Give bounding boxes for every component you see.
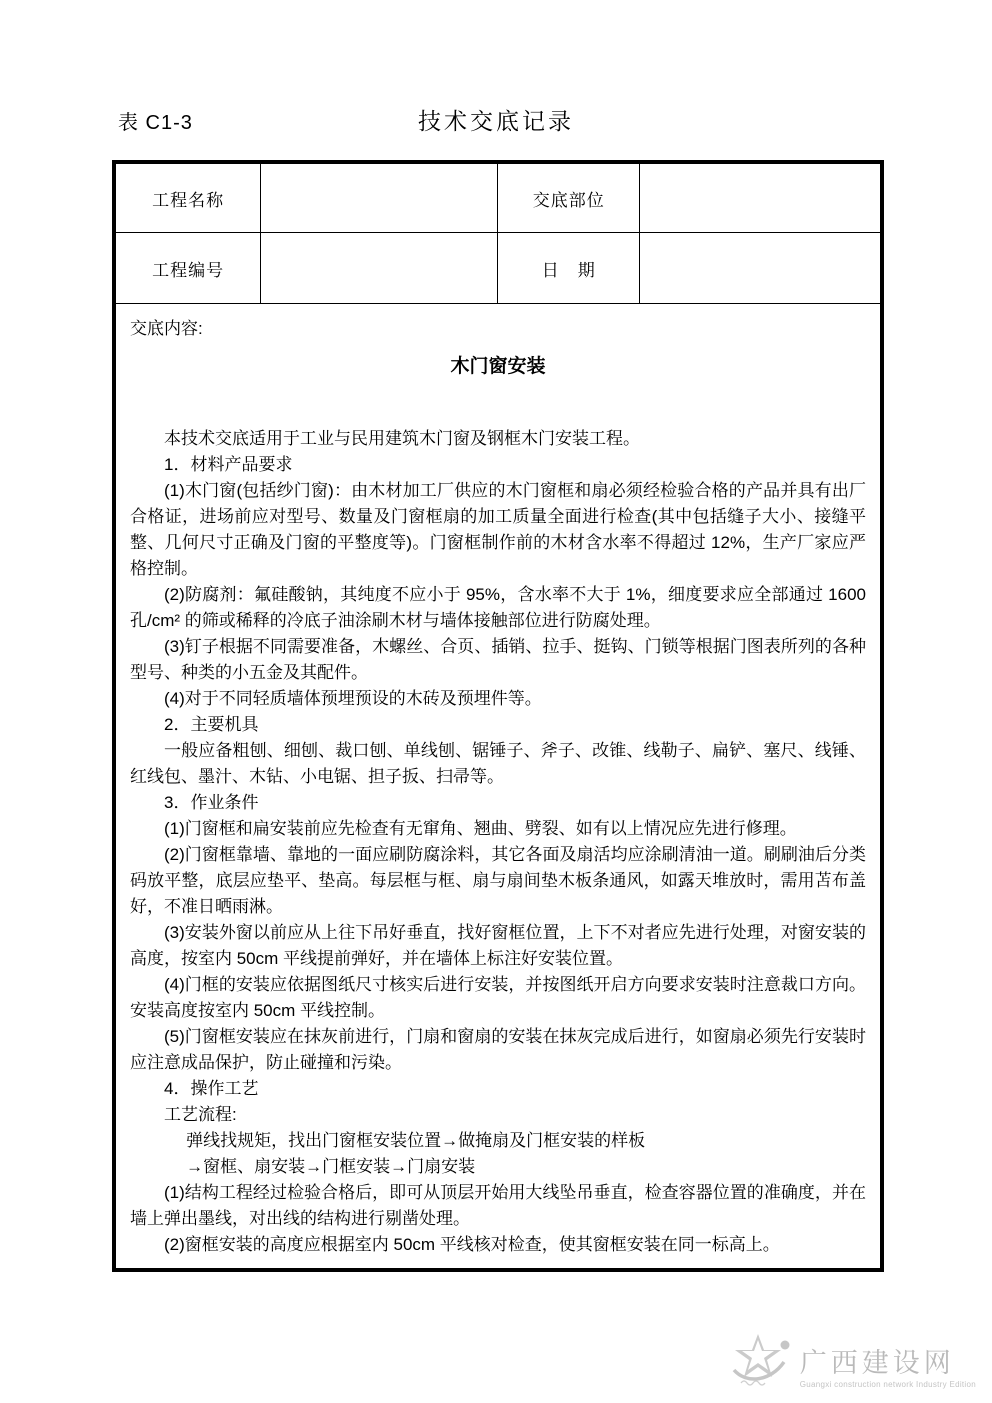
- content-paragraph: 3．作业条件: [164, 793, 259, 812]
- content-paragraph: (5)门窗框安装应在抹灰前进行，门扇和窗扇的安装在抹灰完成后进行，如窗扇必须先行安装时应注意成品保护，防止碰撞和污染。: [130, 1027, 866, 1072]
- content-paragraph: (3)钉子根据不同需要准备，木螺丝、合页、插销、拉手、挺钩、门锁等根据门图表所列的各种型号、种类的小五金及其配件。: [130, 637, 866, 682]
- content-paragraph: (1)结构工程经过检验合格后，即可从顶层开始用大线坠吊垂直，检查容器位置的准确度，并在墙上弹出墨线，对出线的结构进行剔凿处理。: [130, 1183, 866, 1228]
- watermark-caption: Guangxi construction network Industry Edition: [799, 1380, 976, 1389]
- project-name-label: 工程名称: [116, 164, 261, 233]
- site-watermark: [728, 1332, 976, 1395]
- content-paragraph: 一般应备粗刨、细刨、裁口刨、单线刨、锯锤子、斧子、改锥、线勒子、扁铲、塞尺、线锤、红线包、墨汁、木钻、小电锯、担子扳、扫帚等。: [130, 741, 866, 786]
- disclosure-part-label: 交底部位: [498, 164, 640, 233]
- content-paragraph: (4)门框的安装应依据图纸尺寸核实后进行安装，并按图纸开启方向要求安装时注意裁口方向。安装高度按室内 50cm 平线控制。: [130, 975, 866, 1020]
- date-value: [640, 233, 881, 304]
- content-paragraph: (2)窗框安装的高度应根据室内 50cm 平线核对检查，使其窗框安装在同一标高上。: [164, 1235, 780, 1254]
- table-row: [116, 164, 881, 233]
- content-paragraph: (1)门窗框和扁安装前应先检查有无窜角、翘曲、劈裂、如有以上情况应先进行修理。: [164, 819, 797, 838]
- project-number-value: [261, 233, 498, 304]
- content-paragraphs: [130, 426, 866, 1258]
- content-paragraph: (4)对于不同轻质墙体预埋预设的木砖及预埋件等。: [164, 689, 542, 708]
- content-paragraph: (3)安装外窗以前应从上往下吊好垂直，找好窗框位置，上下不对者应先进行处理，对窗安装的高度，按室内 50cm 平线提前弹好，并在墙体上标注好安装位置。: [130, 923, 866, 968]
- form-code: 表 C1-3: [118, 112, 193, 134]
- content-paragraph: (1)木门窗(包括纱门窗)：由木材加工厂供应的木门窗框和扇必须经检验合格的产品并具有出厂合格证，进场前应对型号、数量及门窗框扇的加工质量全面进行检查(其中包括缝子大小、接缝平整、几何尺寸正确及门窗的平整度等)。门窗框制作前的木材含水率不得超过 12%，生产厂家应严格控制。: [130, 481, 866, 578]
- content-paragraph: 工艺流程:: [164, 1105, 237, 1124]
- project-number-label: 工程编号: [116, 233, 261, 304]
- content-paragraph: (2)防腐剂：氟硅酸钠，其纯度不应小于 95%，含水率不大于 1%，细度要求应全部通过 1600 孔/cm² 的筛或稀释的冷底子油涂刷木材与墙体接触部位进行防腐处理。: [130, 585, 866, 630]
- watermark-name: 广西建设网: [799, 1348, 955, 1378]
- disclosure-content-cell: [116, 304, 881, 1269]
- table-row: [116, 304, 881, 1269]
- record-table: [112, 160, 884, 1272]
- project-name-value: [261, 164, 498, 233]
- content-title: 木门窗安装: [450, 356, 546, 377]
- content-paragraph: (2)门窗框靠墙、靠地的一面应刷防腐涂料，其它各面及扇活均应涂刷清油一道。刷刷油后分类码放平整，底层应垫平、垫高。每层框与框、扇与扇间垫木板条通风，如露天堆放时，需用苫布盖好，不准日晒雨淋。: [130, 845, 866, 916]
- content-paragraph: 1．材料产品要求: [164, 455, 293, 474]
- table-row: [116, 233, 881, 304]
- watermark-text: [800, 1348, 976, 1395]
- content-paragraph: 弹线找规矩，找出门窗框安装位置→做掩扇及门框安装的样板: [186, 1131, 646, 1150]
- date-label: 日 期: [498, 233, 640, 304]
- content-section-label: 交底内容:: [130, 319, 203, 338]
- star-logo-icon: [728, 1332, 794, 1395]
- content-paragraph: 4．操作工艺: [164, 1079, 259, 1098]
- document-title: 技术交底记录: [418, 108, 574, 134]
- content-paragraph: →窗框、扇安装→门框安装→门扇安装: [186, 1157, 476, 1176]
- content-paragraph: 本技术交底适用于工业与民用建筑木门窗及钢框木门安装工程。: [164, 429, 640, 448]
- content-paragraph: 2．主要机具: [164, 715, 259, 734]
- disclosure-part-value: [640, 164, 881, 233]
